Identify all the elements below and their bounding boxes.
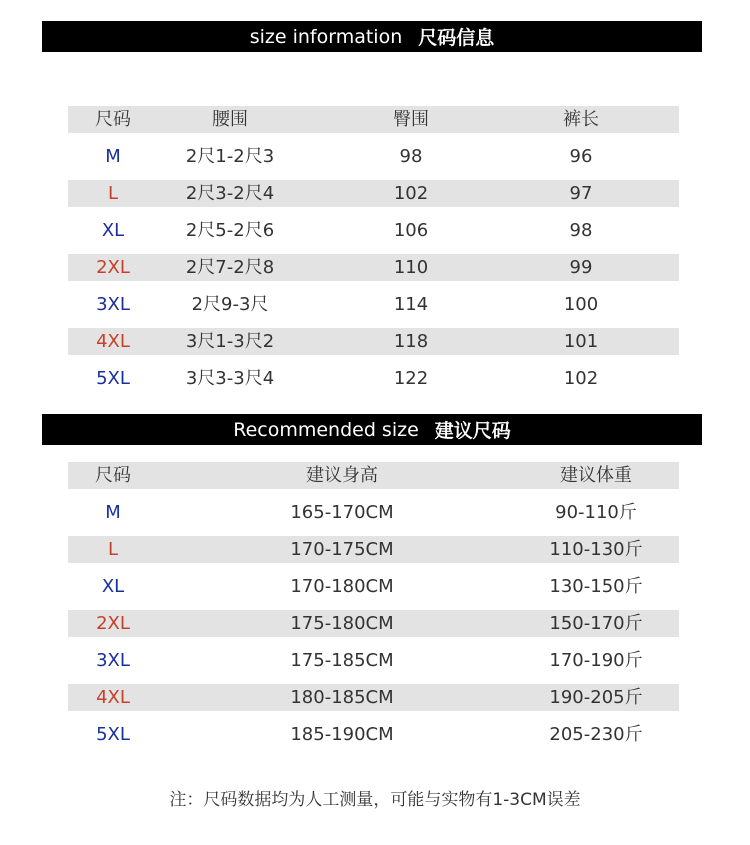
waist-cell: 2尺1-2尺3 xyxy=(185,146,275,167)
hip-cell: 106 xyxy=(393,220,429,241)
table-row xyxy=(68,365,679,392)
weight-cell: 170-190斤 xyxy=(549,650,643,671)
size-label: M xyxy=(105,146,121,167)
table-row xyxy=(68,143,679,170)
height-cell: 165-170CM xyxy=(290,502,394,523)
height-cell: 185-190CM xyxy=(290,724,394,745)
hip-cell: 118 xyxy=(393,331,429,352)
hip-cell: 122 xyxy=(393,368,429,389)
size-label: XL xyxy=(101,576,125,597)
length-cell: 100 xyxy=(563,294,599,315)
size-info-title-en: size information xyxy=(249,25,403,48)
hip-cell: 102 xyxy=(393,183,429,204)
size-label: 3XL xyxy=(96,650,130,671)
table-row xyxy=(68,573,679,600)
weight-cell: 110-130斤 xyxy=(549,539,643,560)
table-row xyxy=(68,684,679,711)
size-info-rows xyxy=(68,143,679,392)
length-cell: 101 xyxy=(563,331,599,352)
hip-cell: 114 xyxy=(393,294,429,315)
weight-cell: 130-150斤 xyxy=(549,576,643,597)
weight-cell: 190-205斤 xyxy=(549,687,643,708)
header-height: 建议身高 xyxy=(306,465,378,486)
size-label: 5XL xyxy=(96,724,130,745)
length-cell: 99 xyxy=(569,257,593,278)
size-label: 4XL xyxy=(96,331,130,352)
waist-cell: 2尺3-2尺4 xyxy=(185,183,275,204)
size-info-table xyxy=(68,106,679,392)
size-label: 3XL xyxy=(96,294,130,315)
recommended-title-en: Recommended size xyxy=(233,418,419,441)
size-label: M xyxy=(105,502,121,523)
recommended-size-banner xyxy=(42,414,702,445)
length-cell: 98 xyxy=(569,220,593,241)
height-cell: 175-185CM xyxy=(290,650,394,671)
size-label: XL xyxy=(101,220,125,241)
recommended-rows xyxy=(68,499,679,748)
header-size: 尺码 xyxy=(95,109,131,130)
waist-cell: 2尺7-2尺8 xyxy=(185,257,275,278)
weight-cell: 150-170斤 xyxy=(549,613,643,634)
header-size: 尺码 xyxy=(95,465,131,486)
waist-cell: 2尺9-3尺 xyxy=(191,294,269,315)
length-cell: 97 xyxy=(569,183,593,204)
recommended-title-zh: 建议尺码 xyxy=(434,420,511,442)
length-cell: 96 xyxy=(569,146,593,167)
height-cell: 170-180CM xyxy=(290,576,394,597)
waist-cell: 3尺3-3尺4 xyxy=(185,368,275,389)
recommended-size-table xyxy=(68,462,679,748)
hip-cell: 110 xyxy=(393,257,429,278)
size-info-header-row xyxy=(68,106,679,133)
table-row xyxy=(68,291,679,318)
waist-cell: 2尺5-2尺6 xyxy=(185,220,275,241)
header-length: 裤长 xyxy=(563,109,599,130)
table-row xyxy=(68,328,679,355)
table-row xyxy=(68,499,679,526)
table-row xyxy=(68,180,679,207)
size-label: L xyxy=(107,539,119,560)
height-cell: 180-185CM xyxy=(290,687,394,708)
header-hip: 臀围 xyxy=(393,109,429,130)
header-weight: 建议体重 xyxy=(560,465,632,486)
waist-cell: 3尺1-3尺2 xyxy=(185,331,275,352)
size-label: 2XL xyxy=(96,257,130,278)
table-row xyxy=(68,721,679,748)
size-info-title-zh: 尺码信息 xyxy=(418,27,495,49)
table-row xyxy=(68,217,679,244)
height-cell: 170-175CM xyxy=(290,539,394,560)
recommended-header-row xyxy=(68,462,679,489)
height-cell: 175-180CM xyxy=(290,613,394,634)
size-info-banner xyxy=(42,21,702,52)
length-cell: 102 xyxy=(563,368,599,389)
table-row xyxy=(68,647,679,674)
size-label: L xyxy=(107,183,119,204)
size-label: 5XL xyxy=(96,368,130,389)
size-label: 2XL xyxy=(96,613,130,634)
table-row xyxy=(68,610,679,637)
table-row xyxy=(68,536,679,563)
table-row xyxy=(68,254,679,281)
weight-cell: 90-110斤 xyxy=(555,502,637,523)
header-waist: 腰围 xyxy=(212,109,248,130)
measurement-note: 注：尺码数据均为人工测量，可能与实物有1-3CM误差 xyxy=(169,790,581,810)
hip-cell: 98 xyxy=(399,146,423,167)
size-label: 4XL xyxy=(96,687,130,708)
weight-cell: 205-230斤 xyxy=(549,724,643,745)
